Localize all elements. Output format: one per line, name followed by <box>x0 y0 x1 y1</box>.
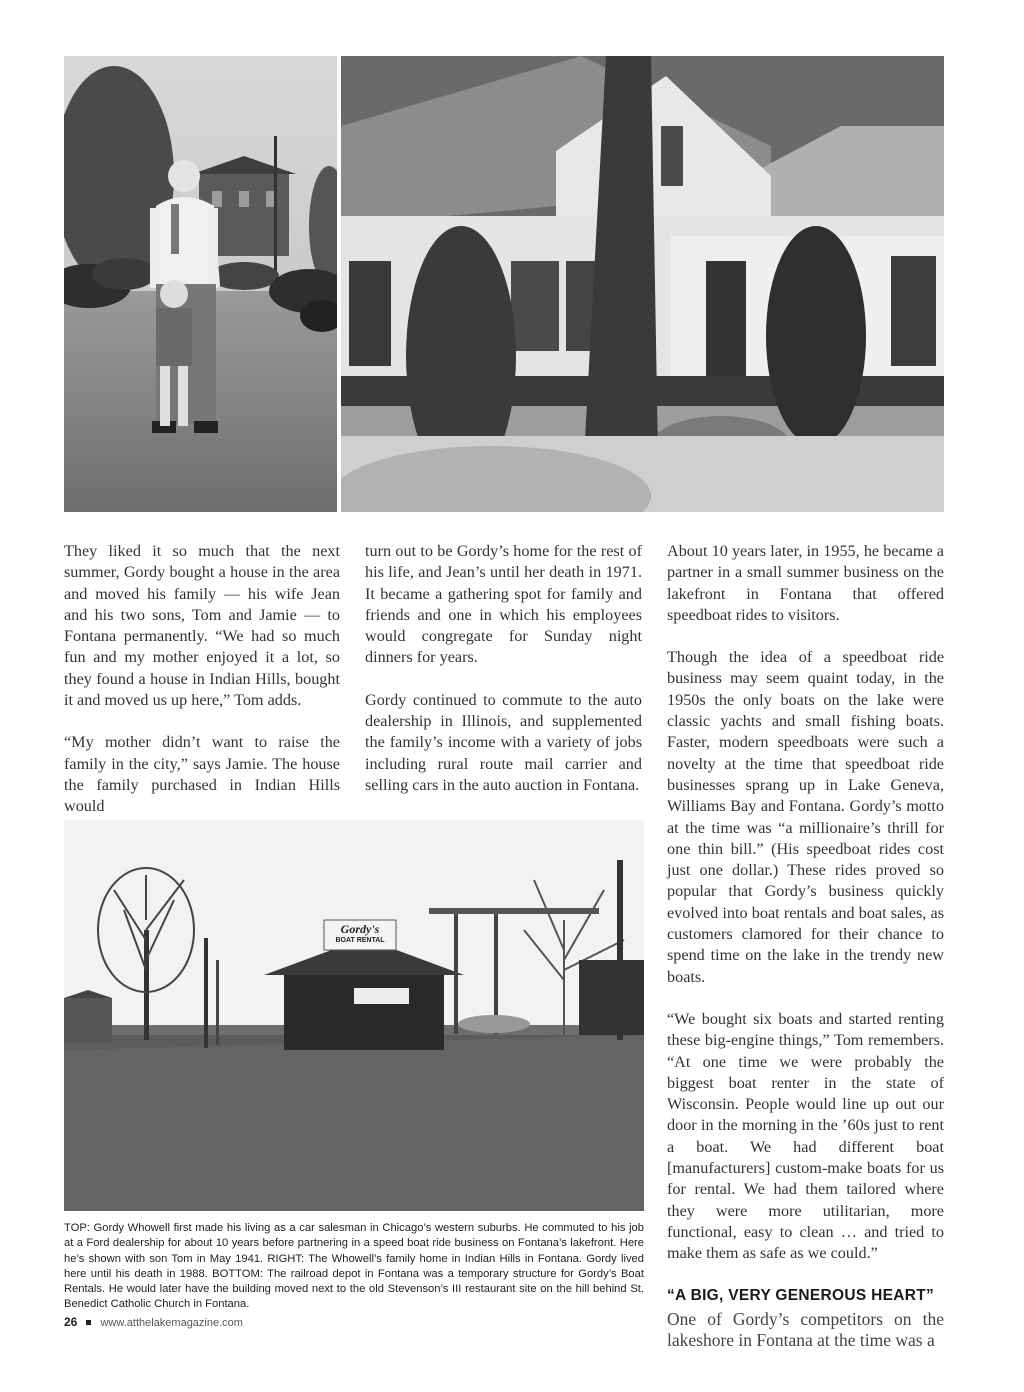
paragraph: turn out to be Gordy’s home for the rest of his life, and Jean’s until her death in 1971. It became a gathering spot for family and friends and one in which his employees would congregate for Sunday night dinners for years. <box>365 542 642 667</box>
caption-bottom: BOTTOM: The railroad depot in Fontana was a temporary structure for Gordy’s Boat Rentals. He would later have the building moved next to the old Stevenson’s III restaurant site on the hill behind St. Benedict Catholic Church in Fontana. <box>64 1267 644 1311</box>
house-photo <box>341 56 944 512</box>
paragraph: They liked it so much that the next summer, Gordy bought a house in the area and moved his family — his wife Jean and his two sons, Tom and Jamie — to Fontana permanently. “We had so much fun and my mother enjoyed it a lot, so they found a house in Indian Hills, bought it and moved us up here,” Tom adds. <box>64 542 340 710</box>
boat-rental-sign <box>324 923 396 947</box>
page-number: 26 <box>64 1315 78 1329</box>
paragraph: “We bought six boats and started renting these big-engine things,” Tom remembers. “At one time we were probably the biggest boat renter in the state of Wisconsin. People would line up out our door in the morning in the ’60s just to rent a boat. We had different boat [manufacturers] custom-make boats for us for rental. We had them tailored where they were more utilitarian, more functional, easy to clean … and tried to make them as safe as we could.” <box>667 1009 944 1263</box>
page-footer <box>64 1315 243 1329</box>
paragraph: “My mother didn’t want to raise the family in the city,” says Jamie. The house the family purchased in Indian Hills would <box>64 733 340 816</box>
sign-line-1: Gordy's <box>340 922 380 936</box>
sign-line-2: BOAT RENTAL <box>335 937 385 944</box>
caption-right: RIGHT: The Whowell’s family home in Indian Hills in Fontana. Gordy lived here until his death in 1988. <box>64 1252 644 1280</box>
footer-url[interactable]: www.atthelakemagazine.com <box>100 1317 243 1329</box>
text-column-3 <box>667 541 944 1352</box>
man-and-boy-photo <box>64 56 337 512</box>
text-column-2 <box>365 541 642 817</box>
photo-caption <box>64 1221 644 1313</box>
caption-top: TOP: Gordy Whowell first made his living as a car salesman in Chicago’s western suburbs. He commuted to his job at a Ford dealership for about 10 years before partnering in a speed boat ride business on Fontana’s lakefront. Here he’s shown with son Tom in May 1941. <box>64 1222 644 1265</box>
paragraph: Though the idea of a speedboat ride business may seem quaint today, in the 1950s the only boats on the lake were classic yachts and small fishing boats. Faster, modern speedboats were such a novelty at the time that speedboat ride businesses sprang up in Lake Geneva, Williams Bay and Fontana. Gordy’s motto at the time was “a millionaire’s thrill for one thin bill.” (His speedboat rides cost just one dollar.) These rides proved so popular that Gordy’s business quickly evolved into boat rentals and boat sales, as customers clamored for their chance to spend time on the lake in the trendy new boats. <box>667 648 944 986</box>
paragraph: About 10 years later, in 1955, he became a partner in a small summer business on the lakefront in Fontana that offered speedboat rides to visitors. <box>667 542 944 624</box>
boat-rental-depot-photo <box>64 820 644 1211</box>
paragraph: Gordy continued to commute to the auto dealership in Illinois, and supplemented the family’s income with a variety of jobs including rural route mail carrier and selling cars in the auto auction in Fontana. <box>365 690 642 794</box>
text-column-1 <box>64 541 340 839</box>
lead-text: One of Gordy’s competitors on the lakeshore in Fontana at the time was a <box>667 1308 944 1350</box>
square-bullet-icon <box>86 1320 91 1325</box>
section-heading: “A BIG, VERY GENEROUS HEART” <box>667 1286 935 1304</box>
